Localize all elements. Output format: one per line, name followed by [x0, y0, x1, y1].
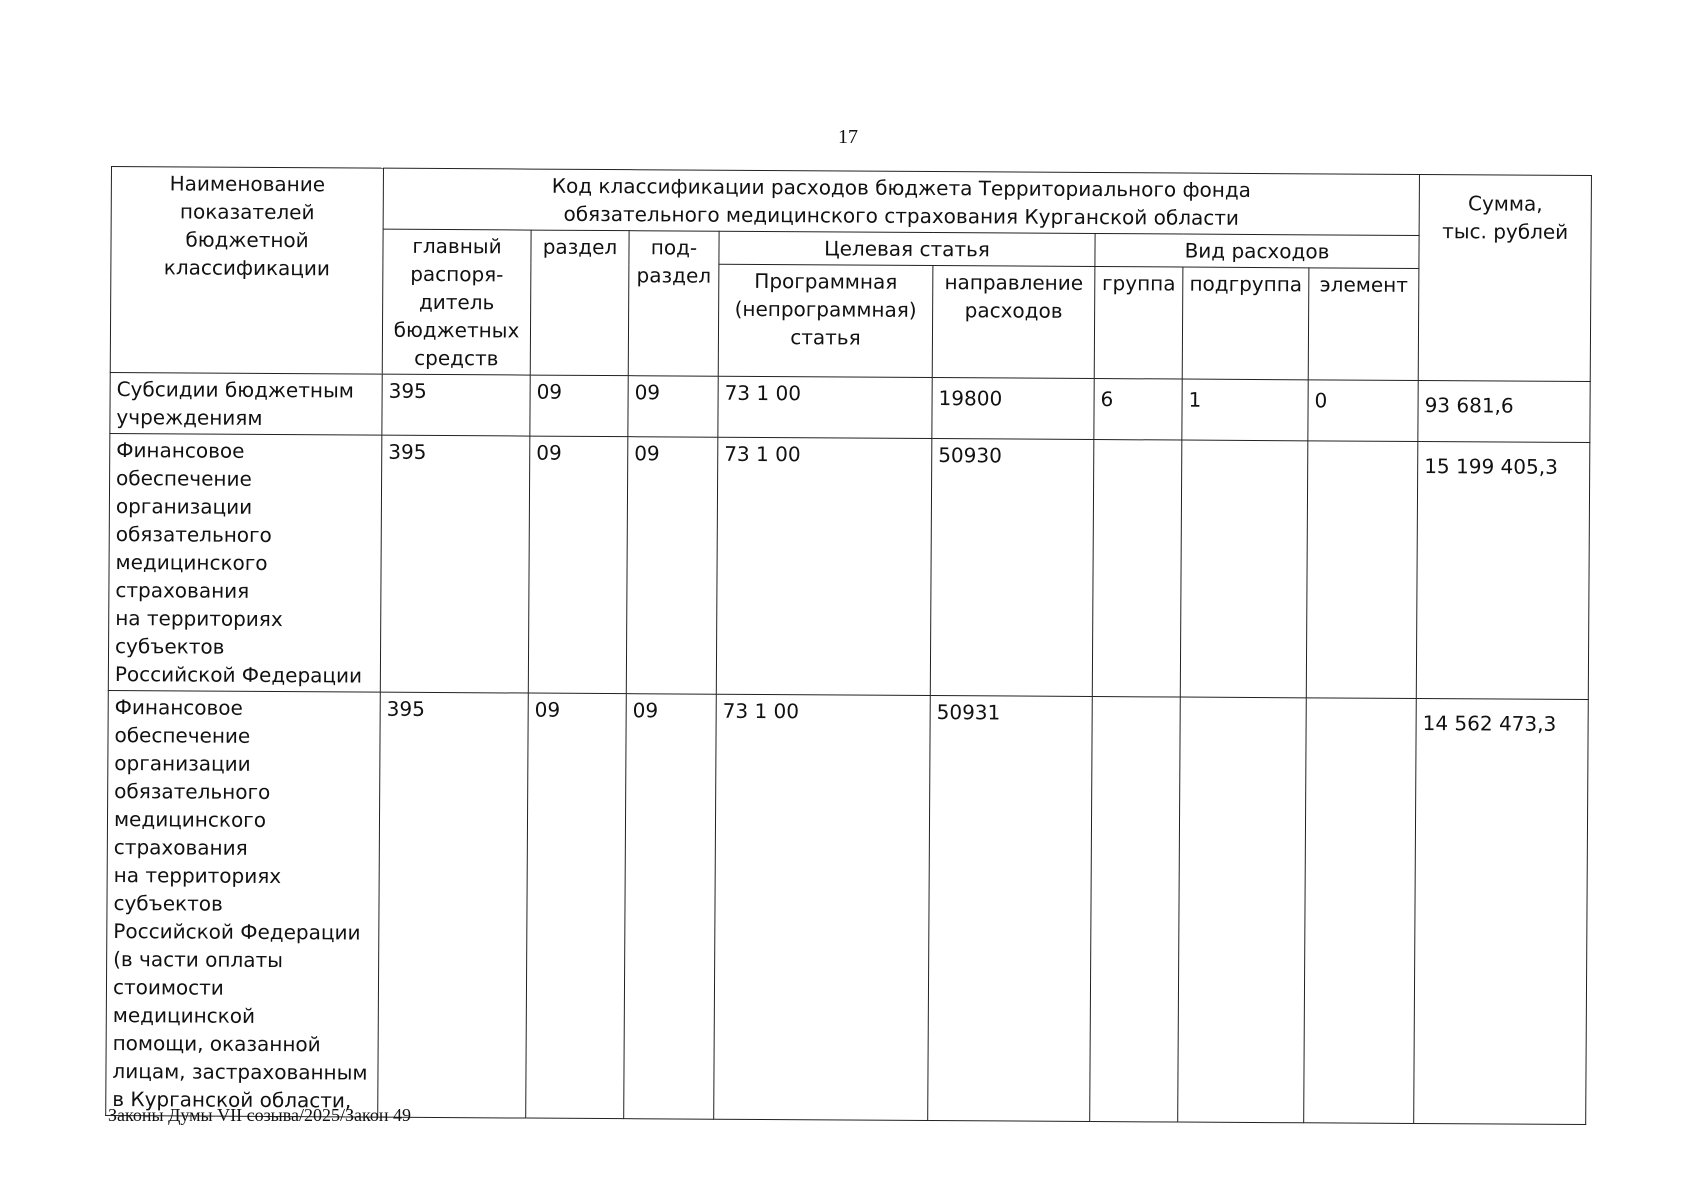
header-name-column: Наименование показателей бюджетной классификации: [110, 167, 383, 375]
row-subsection: 09: [626, 437, 718, 695]
header-program-article: Программная (непрограммная) статья: [718, 264, 933, 377]
row-manager: 395: [382, 374, 530, 436]
row-subsection: 09: [628, 376, 718, 438]
row-direction: 50931: [928, 696, 1093, 1122]
row-element: 0: [1308, 380, 1418, 442]
header-expense-type: Вид расходов: [1095, 234, 1419, 269]
row-section: 09: [530, 375, 628, 437]
row-element: [1306, 441, 1418, 699]
header-element: элемент: [1308, 268, 1419, 381]
row-subgroup: [1178, 697, 1307, 1123]
table-row: [110, 372, 1590, 442]
row-group: [1090, 697, 1181, 1123]
table-row: [108, 433, 1590, 699]
row-name: Финансовое обеспечение организации обязательного медицинского страхования на территориях субъектов Российской Федерации (в части оплаты стоимости медицинской помощи, оказанной лицам, застрахованным в Курганской области,: [106, 690, 381, 1117]
row-manager: 395: [380, 435, 530, 693]
header-code-group: Код классификации расходов бюджета Территориального фонда обязательного медицинского страхования Курганской области: [383, 168, 1419, 235]
header-group: группа: [1094, 267, 1183, 380]
row-element: [1304, 698, 1417, 1124]
header-subsection: под- раздел: [628, 231, 719, 377]
row-sum: 15 199 405,3: [1416, 441, 1590, 699]
row-sum: 14 562 473,3: [1414, 698, 1589, 1124]
row-name: Субсидии бюджетным учреждениям: [110, 372, 382, 435]
row-sum: 93 681,6: [1418, 380, 1590, 442]
header-section: раздел: [530, 230, 629, 376]
header-subgroup: подгруппа: [1182, 267, 1309, 380]
page-number: 17: [838, 126, 858, 148]
row-name: Финансовое обеспечение организации обязательного медицинского страхования на территориях субъектов Российской Федерации: [108, 433, 382, 692]
row-group: [1092, 440, 1182, 698]
document-footer: Законы Думы VII созыва/2025/Закон 49: [108, 1105, 411, 1125]
header-target-article: Целевая статья: [719, 231, 1095, 266]
row-manager: 395: [378, 692, 529, 1118]
header-main-manager: главный распоря- дитель бюджетных средств: [382, 229, 531, 375]
header-direction: направление расходов: [932, 266, 1095, 379]
row-direction: 50930: [930, 439, 1094, 697]
header-sum-column: Сумма, тыс. рублей: [1418, 174, 1591, 381]
row-program: 73 1 00: [718, 376, 932, 438]
row-subgroup: 1: [1182, 379, 1308, 441]
row-group: 6: [1094, 379, 1182, 441]
budget-classification-table: [105, 166, 1592, 1125]
table-row: [106, 690, 1589, 1124]
row-subgroup: [1180, 440, 1308, 698]
row-section: 09: [526, 693, 627, 1119]
header-row-1: [111, 167, 1591, 237]
row-section: 09: [528, 436, 628, 694]
row-program: 73 1 00: [714, 694, 931, 1120]
row-direction: 19800: [932, 378, 1094, 440]
row-program: 73 1 00: [716, 437, 932, 695]
row-subsection: 09: [624, 694, 717, 1120]
